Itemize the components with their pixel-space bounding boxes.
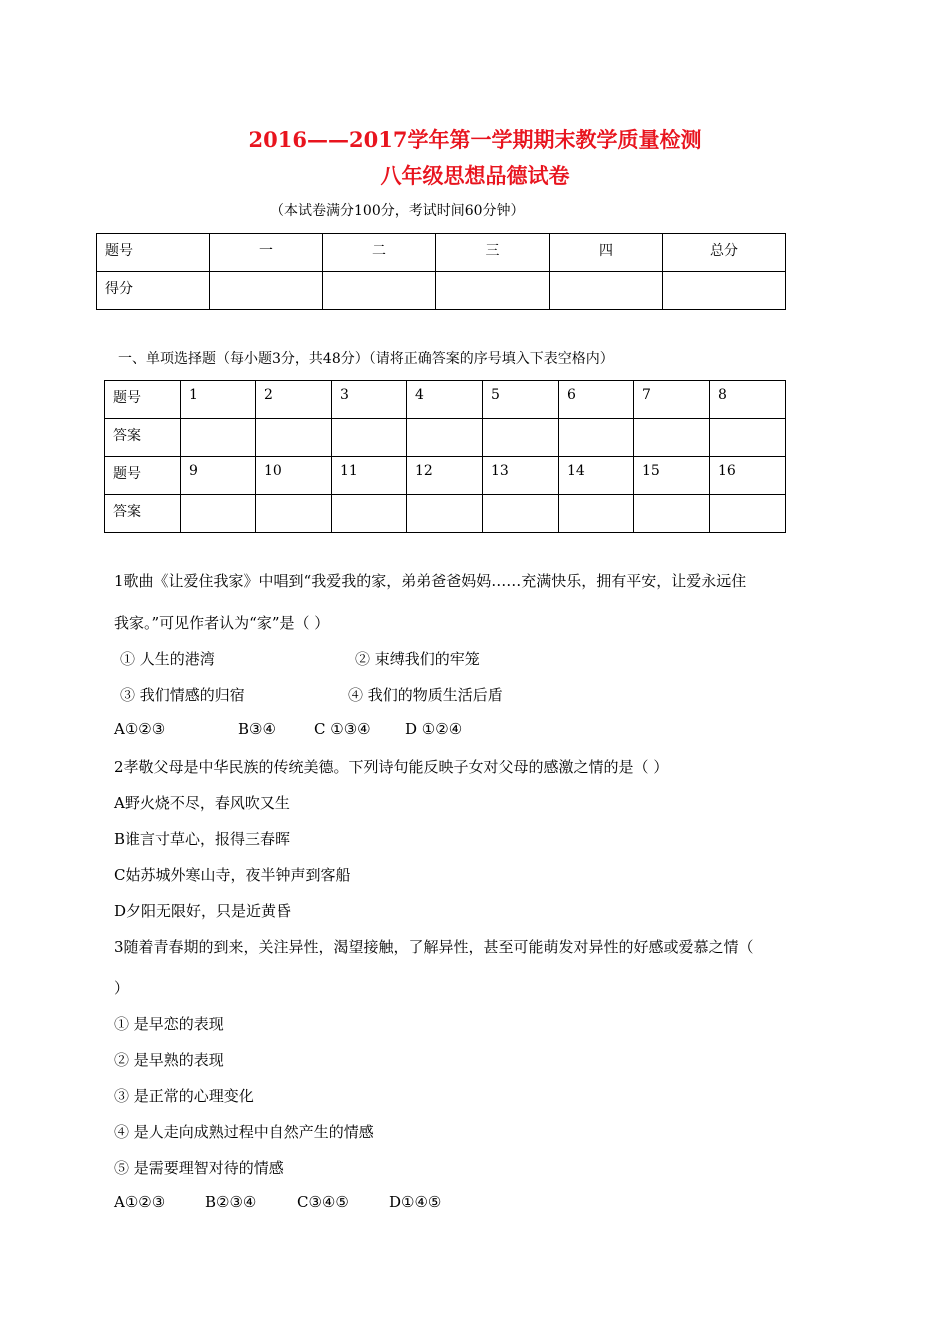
table-cell: 2 <box>256 381 332 419</box>
score-entry-cell[interactable] <box>550 272 663 310</box>
answer-entry-cell[interactable] <box>710 419 786 457</box>
answer-entry-cell[interactable] <box>634 495 710 533</box>
table-cell: 答案 <box>105 419 181 457</box>
answer-entry-cell[interactable] <box>634 419 710 457</box>
table-cell: 4 <box>407 381 483 419</box>
answer-choice: A①②③ <box>114 1193 166 1211</box>
table-row <box>97 272 786 310</box>
table-cell: 二 <box>323 234 436 272</box>
answer-choice: A①②③ <box>114 720 166 738</box>
score-entry-cell[interactable] <box>323 272 436 310</box>
table-cell: 得分 <box>97 272 210 310</box>
question-stem: 我家。”可见作者认为“家”是（ ） <box>114 614 330 632</box>
table-cell: 答案 <box>105 495 181 533</box>
question-option: ② 束缚我们的牢笼 <box>355 650 480 668</box>
answer-entry-cell[interactable] <box>256 419 332 457</box>
answer-entry-cell[interactable] <box>559 495 634 533</box>
answer-choice: C ①③④ <box>314 720 371 738</box>
table-row <box>105 457 786 495</box>
question-option: ③ 是正常的心理变化 <box>114 1087 254 1105</box>
answer-entry-cell[interactable] <box>483 495 559 533</box>
question-option: ④ 我们的物质生活后盾 <box>348 686 503 704</box>
question-option: B谁言寸草心，报得三春晖 <box>114 830 291 848</box>
table-cell: 13 <box>483 457 559 495</box>
question-stem: 1歌曲《让爱住我家》中唱到“我爱我的家，弟弟爸爸妈妈……充满快乐，拥有平安，让爱永远住 <box>114 572 747 590</box>
answer-entry-cell[interactable] <box>483 419 559 457</box>
answer-choice: D ①②④ <box>405 720 463 738</box>
question-option: C姑苏城外寒山寺，夜半钟声到客船 <box>114 866 351 884</box>
table-row <box>97 234 786 272</box>
score-entry-cell[interactable] <box>663 272 786 310</box>
answer-table <box>104 380 786 533</box>
score-entry-cell[interactable] <box>210 272 323 310</box>
table-cell: 四 <box>550 234 663 272</box>
table-cell: 12 <box>407 457 483 495</box>
table-cell: 9 <box>181 457 256 495</box>
question-option: ② 是早熟的表现 <box>114 1051 224 1069</box>
answer-entry-cell[interactable] <box>256 495 332 533</box>
table-cell: 3 <box>332 381 407 419</box>
question-option: ④ 是人走向成熟过程中自然产生的情感 <box>114 1123 374 1141</box>
answer-choice: C③④⑤ <box>297 1193 349 1211</box>
answer-entry-cell[interactable] <box>332 419 407 457</box>
table-cell: 7 <box>634 381 710 419</box>
answer-entry-cell[interactable] <box>181 419 256 457</box>
table-cell: 10 <box>256 457 332 495</box>
table-row <box>105 495 786 533</box>
question-option: ⑤ 是需要理智对待的情感 <box>114 1159 284 1177</box>
answer-choice: B③④ <box>238 720 276 738</box>
table-cell: 8 <box>710 381 786 419</box>
table-cell: 15 <box>634 457 710 495</box>
question-option: ① 人生的港湾 <box>120 650 215 668</box>
question-option: ① 是早恋的表现 <box>114 1015 224 1033</box>
exam-title: 2016——2017学年第一学期期末教学质量检测 <box>248 127 702 152</box>
answer-entry-cell[interactable] <box>407 419 483 457</box>
table-cell: 一 <box>210 234 323 272</box>
table-cell: 16 <box>710 457 786 495</box>
question-stem: 2孝敬父母是中华民族的传统美德。下列诗句能反映子女对父母的感激之情的是（ ） <box>114 758 669 776</box>
table-cell: 题号 <box>105 381 181 419</box>
exam-note: （本试卷满分100分，考试时间60分钟） <box>270 203 525 219</box>
answer-entry-cell[interactable] <box>407 495 483 533</box>
table-cell: 三 <box>436 234 550 272</box>
table-cell: 5 <box>483 381 559 419</box>
question-option: ③ 我们情感的归宿 <box>120 686 245 704</box>
table-row <box>105 381 786 419</box>
score-entry-cell[interactable] <box>436 272 550 310</box>
table-cell: 14 <box>559 457 634 495</box>
question-option: A野火烧不尽，春风吹又生 <box>114 794 290 812</box>
table-cell: 题号 <box>105 457 181 495</box>
answer-entry-cell[interactable] <box>710 495 786 533</box>
answer-entry-cell[interactable] <box>332 495 407 533</box>
table-cell: 总分 <box>663 234 786 272</box>
question-option: D夕阳无限好，只是近黄昏 <box>114 902 292 920</box>
question-stem: 3随着青春期的到来，关注异性，渴望接触，了解异性，甚至可能萌发对异性的好感或爱慕之情（ <box>114 938 754 956</box>
answer-choice: B②③④ <box>205 1193 257 1211</box>
score-table <box>96 233 786 310</box>
question-stem: ） <box>114 979 130 997</box>
table-row <box>105 419 786 457</box>
table-cell: 11 <box>332 457 407 495</box>
answer-choice: D①④⑤ <box>389 1193 442 1211</box>
table-cell: 6 <box>559 381 634 419</box>
exam-subtitle: 八年级思想品德试卷 <box>380 163 570 188</box>
section-heading: 一、单项选择题（每小题3分，共48分）（请将正确答案的序号填入下表空格内） <box>118 351 614 367</box>
table-cell: 1 <box>181 381 256 419</box>
table-cell: 题号 <box>97 234 210 272</box>
answer-entry-cell[interactable] <box>559 419 634 457</box>
answer-entry-cell[interactable] <box>181 495 256 533</box>
